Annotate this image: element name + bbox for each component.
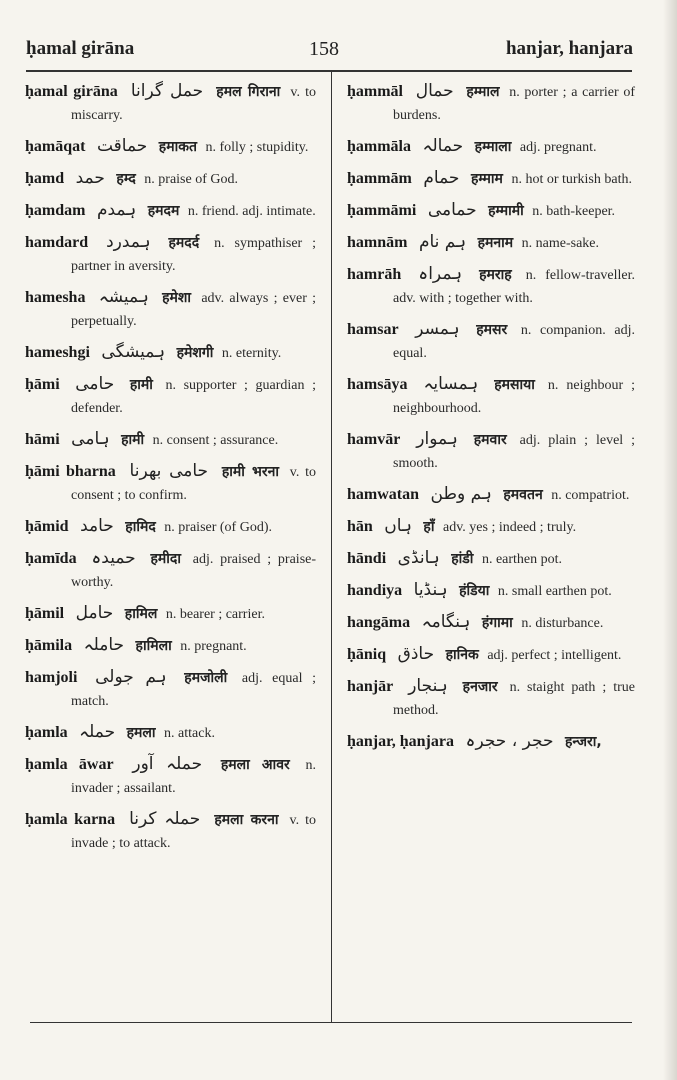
entry-definition: adj. perfect ; intelligent. [487,648,622,663]
entry-definition: n. staight path ; true method. [393,680,636,718]
dictionary-entry [25,602,316,626]
entry-hindi-script: हमला [126,725,156,741]
entry-definition: n. disturbance. [521,616,604,631]
entry-definition: n. neighbour ; neighbourhood. [393,378,636,416]
entry-urdu-script: حماقت [96,136,148,156]
entry-definition: n. porter ; a carrier of burdens. [393,85,636,123]
dictionary-entry [25,80,316,127]
entry-urdu-script: حامل [75,603,114,623]
entry-hindi-script: हमवार [473,432,507,448]
entry-headword: ḥamla karna [25,811,116,828]
entry-definition: n. pregnant. [180,639,247,654]
entry-urdu-script: ہموار [416,429,458,449]
dictionary-entry [25,515,316,539]
entry-definition: n. invader ; assailant. [71,758,317,796]
entry-headword: hān [347,518,373,535]
dictionary-entry [25,721,316,745]
header-first-word: ḥamal girāna [26,38,135,59]
entry-headword: ḥāmil [25,605,65,622]
entry-definition: n. sympathiser ; partner in aversity. [71,236,317,274]
dictionary-entry [347,643,635,667]
entry-urdu-script: حمام [423,168,460,188]
entry-hindi-script: हमेशा [162,290,192,306]
entry-definition: adj. pregnant. [519,140,597,155]
dictionary-entry [347,428,635,475]
dictionary-entry [347,611,635,635]
entry-hindi-script: हांडी [451,551,474,567]
entry-hindi-script: हन्जरा, [564,734,602,750]
dictionary-entry [347,167,635,191]
entry-urdu-script: حامی [75,374,115,394]
entry-headword: hamrāh [347,266,402,283]
entry-headword: ḥammāla [347,138,411,155]
dictionary-entry [347,80,635,127]
entry-hindi-script: हमराह [479,267,512,283]
entry-hindi-script: हानिक [445,647,479,663]
entry-definition: n. praiser (of God). [164,520,272,535]
entry-headword: ḥāmid [25,518,69,535]
entry-definition: n. bath-keeper. [532,204,616,219]
entry-hindi-script: हामिल [124,606,158,622]
entry-definition: n. supporter ; guardian ; defender. [71,378,316,416]
entry-headword: hamdard [25,234,89,251]
entry-headword: hanjār [347,678,394,695]
entry-hindi-script: हमेशगी [176,345,214,361]
entry-urdu-script: ہمدرد [106,232,151,252]
entry-definition: n. hot or turkish bath. [511,172,632,187]
entry-hindi-script: हमजोली [184,670,228,686]
entry-hindi-script: हामिद [125,519,156,535]
entry-headword: ḥāniq [347,646,387,663]
header-last-word: hanjar, hanjara [505,38,633,59]
entry-definition: n. name-sake. [521,236,600,251]
dictionary-entry [25,373,316,420]
dictionary-entry [25,341,316,365]
dictionary-entry [25,231,316,278]
dictionary-entry [25,666,316,713]
entry-definition: n. compatriot. [551,488,630,503]
entry-urdu-script: حامد [80,516,114,536]
entry-definition: v. to invade ; to attack. [71,813,317,851]
right-column [347,80,635,762]
entry-headword: ḥamāqat [25,138,86,155]
entry-headword: hamwatan [347,486,420,503]
entry-definition: v. to miscarry. [71,85,317,123]
entry-urdu-script: ہنڈیا [413,580,448,600]
entry-definition: adj. plain ; level ; smooth. [393,433,636,471]
entry-urdu-script: حمامی [427,200,477,220]
dictionary-entry [347,263,635,310]
entry-urdu-script: ہنجار [408,676,448,696]
dictionary-entry [25,808,316,855]
column-divider [331,72,332,1022]
entry-hindi-script: हमला करना [214,812,279,828]
entry-hindi-script: हंडिया [459,583,490,599]
entry-urdu-script: ہمیشگی [101,342,166,362]
entry-definition: n. bearer ; carrier. [165,607,265,622]
entry-headword: ḥamla āwar [25,756,114,773]
dictionary-entry [347,675,635,722]
entry-urdu-script: حجر ، حجرہ [465,731,554,751]
entry-headword: ḥamdam [25,202,86,219]
entry-definition: adv. yes ; indeed ; truly. [442,520,577,535]
entry-headword: ḥāmi [25,376,60,393]
entry-hindi-script: हमसर [476,322,508,338]
page-number: 158 [309,38,339,60]
entry-urdu-script: ہم نام [418,232,467,252]
entry-hindi-script: हम्माम [470,171,503,187]
entry-urdu-script: ہمیشہ [98,287,149,307]
entry-hindi-script: हामिला [135,638,172,654]
entry-urdu-script: حامی بھرنا [129,461,209,481]
entry-hindi-script: हनजार [462,679,498,695]
dictionary-entry [25,460,316,507]
entry-urdu-script: ہمدم [96,200,137,220]
entry-hindi-script: हम्द [116,171,136,187]
entry-urdu-script: حاملہ [83,635,125,655]
entry-hindi-script: हमदर्द [168,235,200,251]
entry-definition: n. consent ; assurance. [152,433,279,448]
entry-definition: n. small earthen pot. [497,584,612,599]
entry-headword: hamsar [347,321,399,338]
entry-urdu-script: حاذق [397,644,435,664]
entry-urdu-script: حملہ کرنا [129,809,201,829]
entry-urdu-script: ہمسایہ [423,374,479,394]
entry-hindi-script: हम्मामी [488,203,524,219]
entry-urdu-script: حمیدہ [91,548,136,568]
entry-hindi-script: हमल गिराना [216,84,281,100]
entry-urdu-script: حملہ آور [132,754,203,774]
entry-definition: adj. praised ; praise-worthy. [71,552,317,590]
dictionary-entry [25,286,316,333]
entry-headword: hamesha [25,289,86,306]
entry-headword: hangāma [347,614,411,631]
dictionary-entry [25,634,316,658]
entry-headword: hameshgi [25,344,90,361]
entry-hindi-script: हंगामा [481,615,513,631]
entry-urdu-script: ہمسر [415,319,460,339]
dictionary-entry [347,199,635,223]
left-column [25,80,316,863]
dictionary-entry [25,199,316,223]
entry-headword: hamvār [347,431,401,448]
entry-urdu-script: ہامی [71,429,110,449]
entry-definition: n. earthen pot. [481,552,563,567]
entry-urdu-script: ہاں [384,516,412,536]
entry-urdu-script: ہمراہ [418,264,463,284]
entry-urdu-script: حمالہ [422,136,464,156]
entry-headword: ḥammāmi [347,202,417,219]
entry-definition: n. praise of God. [144,172,238,187]
entry-urdu-script: حمال [415,81,454,101]
dictionary-entry [347,135,635,159]
entry-urdu-script: ہانڈی [397,548,440,568]
entry-headword: hamnām [347,234,408,251]
entry-definition: n. friend. adj. intimate. [187,204,316,219]
entry-urdu-script: حملہ [79,722,116,742]
entry-hindi-script: हमला आवर [220,757,290,773]
dictionary-entry [347,579,635,603]
entry-headword: ḥanjar, ḥanjara [347,733,454,750]
dictionary-entry [25,167,316,191]
dictionary-entry [347,515,635,539]
entry-hindi-script: हामी [129,377,153,393]
entry-definition: n. attack. [164,726,215,741]
page-header [26,38,633,70]
footer-rule [30,1022,632,1023]
entry-urdu-script: ہم جولی [95,667,167,687]
entry-urdu-script: ہنگامہ [421,612,471,632]
entry-headword: ḥammāl [347,83,403,100]
dictionary-entry [25,135,316,159]
page-edge-shadow [663,0,677,1080]
entry-headword: ḥāmi bharna [25,463,116,480]
dictionary-entry [347,231,635,255]
entry-headword: hāndi [347,550,387,567]
entry-headword: hāmi [25,431,60,448]
entry-hindi-script: हम्माला [474,139,512,155]
entry-urdu-script: حمد [75,168,105,188]
entry-headword: handiya [347,582,403,599]
entry-headword: hamsāya [347,376,408,393]
header-rule [26,70,632,72]
entry-headword: ḥamal girāna [25,83,118,100]
entry-hindi-script: हमसाया [494,377,535,393]
entry-headword: ḥamīda [25,550,77,567]
entry-definition: adv. always ; ever ; perpetually. [71,291,317,329]
entry-definition: n. fellow-traveller. adv. with ; together with. [393,268,636,306]
dictionary-entry [347,483,635,507]
dictionary-entry [25,547,316,594]
dictionary-entry [347,373,635,420]
entry-hindi-script: हाँ [423,519,435,535]
entry-hindi-script: हामी [121,432,145,448]
entry-hindi-script: हमनाम [477,235,514,251]
entry-urdu-script: ہم وطن [430,484,492,504]
entry-hindi-script: हमाकत [158,139,197,155]
entry-hindi-script: हमदम [147,203,180,219]
entry-definition: adj. equal ; match. [71,671,317,709]
entry-hindi-script: हमीदा [150,551,181,567]
entry-hindi-script: हमवतन [503,487,543,503]
entry-headword: ḥammām [347,170,412,187]
entry-headword: hamjoli [25,669,78,686]
entry-headword: ḥāmila [25,637,73,654]
entry-headword: ḥamla [25,724,68,741]
entry-urdu-script: حمل گرانا [130,81,204,101]
dictionary-entry [25,428,316,452]
dictionary-entry [25,753,316,800]
entry-definition: n. folly ; stupidity. [205,140,309,155]
dictionary-entry [347,730,635,754]
dictionary-entry [347,547,635,571]
entry-hindi-script: हामी भरना [221,464,279,480]
dictionary-entry [347,318,635,365]
entry-hindi-script: हम्माल [466,84,500,100]
entry-headword: ḥamd [25,170,65,187]
entry-definition: n. eternity. [221,346,282,361]
entry-definition: v. to consent ; to confirm. [71,465,317,503]
entry-definition: n. companion. adj. equal. [393,323,635,361]
